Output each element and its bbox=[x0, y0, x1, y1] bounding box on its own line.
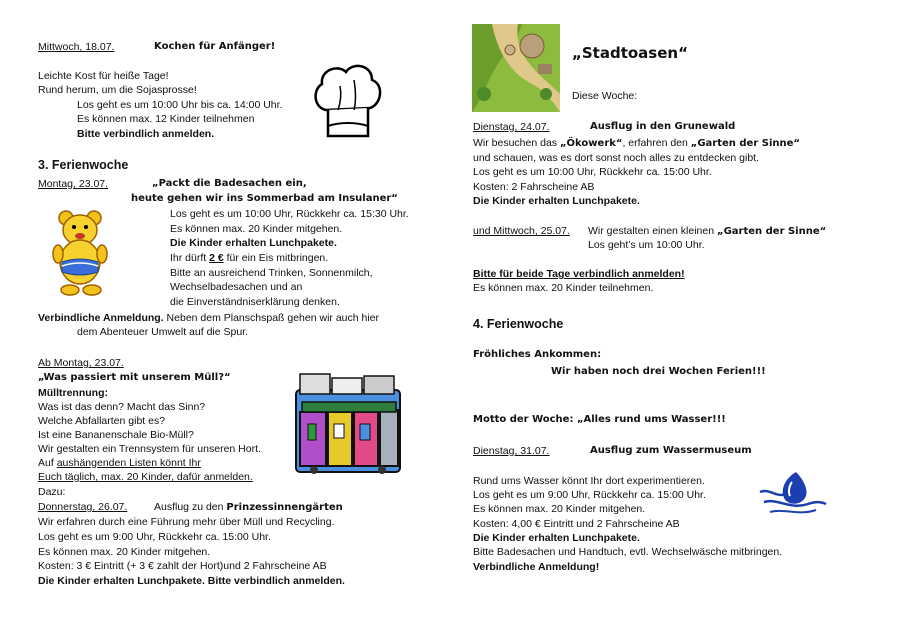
recycling-bins-icon bbox=[292, 372, 404, 476]
section-title: „Stadtoasen“ bbox=[572, 44, 688, 62]
event-date: Mittwoch, 18.07. bbox=[38, 41, 115, 53]
text-line: Verbindliche Anmeldung. Neben dem Planschspaß gehen wir auch hier bbox=[38, 312, 380, 324]
text-line: Bitte Badesachen und Handtuch, evtl. Wechselwäsche mitbringen. bbox=[473, 546, 783, 558]
text-line: Dazu: bbox=[38, 486, 66, 498]
event-title: „Packt die Badesachen ein, bbox=[152, 178, 307, 189]
water-drop-icon bbox=[756, 468, 828, 518]
text-line: Los geht’s um 10:00 Uhr. bbox=[588, 239, 705, 251]
text-line: Welche Abfallarten gibt es? bbox=[38, 415, 166, 427]
event-date: Dienstag, 31.07. bbox=[473, 445, 550, 457]
text-line: Wir gestalten einen kleinen „Garten der Sinne“ bbox=[588, 225, 827, 237]
text-line: dem Abenteuer Umwelt auf die Spur. bbox=[77, 326, 249, 338]
event-title: „Was passiert mit unserem Müll?“ bbox=[38, 372, 231, 383]
text-line: und schauen, was es dort sonst noch alles zu entdecken gibt. bbox=[473, 152, 760, 164]
text-line: Los geht es um 9:00 Uhr, Rückkehr ca. 15:00 Uhr. bbox=[473, 489, 706, 501]
text-line: Wir gestalten ein Trennsystem für unseren Hort. bbox=[38, 443, 261, 455]
text-line: Was ist das denn? Macht das Sinn? bbox=[38, 401, 206, 413]
text-line: Es können max. 20 Kinder mitgehen. bbox=[473, 503, 646, 515]
text-line: Die Kinder erhalten Lunchpakete. bbox=[473, 195, 640, 207]
event-title: Ausflug zu den Prinzessinnengärten bbox=[154, 501, 343, 513]
text-line: Es können max. 12 Kinder teilnehmen bbox=[77, 113, 255, 125]
event-date: und Mittwoch, 25.07. bbox=[473, 225, 570, 237]
event-date: Ab Montag, 23.07. bbox=[38, 357, 124, 369]
text-line: Verbindliche Anmeldung! bbox=[473, 561, 600, 573]
text-line: Los geht es um 10:00 Uhr, Rückkehr ca. 15:30 Uhr. bbox=[170, 208, 409, 220]
text-line: Ist eine Bananenschale Bio-Müll? bbox=[38, 429, 194, 441]
text-line: Kosten: 2 Fahrscheine AB bbox=[473, 181, 595, 193]
text-line: Fröhliches Ankommen: bbox=[473, 349, 602, 360]
text-line: Die Kinder erhalten Lunchpakete. Bitte verbindlich anmelden. bbox=[38, 575, 345, 587]
text-line: Los geht es um 9:00 Uhr, Rückkehr ca. 15:00 Uhr. bbox=[38, 531, 271, 543]
event-date: Donnerstag, 26.07. bbox=[38, 501, 128, 513]
bear-clipart-icon bbox=[52, 208, 110, 296]
event-date: Dienstag, 24.07. bbox=[473, 121, 550, 133]
text-line: die Einverständniserklärung denken. bbox=[170, 296, 340, 308]
week-heading: 3. Ferienwoche bbox=[38, 158, 129, 172]
event-title: Ausflug zum Wassermuseum bbox=[590, 445, 752, 456]
text-line: Die Kinder erhalten Lunchpakete. bbox=[170, 237, 337, 249]
text-line: Wechselbadesachen und an bbox=[170, 281, 303, 293]
text-line: Kosten: 4,00 € Eintritt und 2 Fahrscheine AB bbox=[473, 518, 680, 530]
event-title: Kochen für Anfänger! bbox=[154, 41, 276, 52]
text-line: Leichte Kost für heiße Tage! bbox=[38, 70, 169, 82]
text-line: Diese Woche: bbox=[572, 90, 638, 102]
text-line: Es können max. 20 Kinder mitgehen. bbox=[170, 223, 343, 235]
text-line: Es können max. 20 Kinder mitgehen. bbox=[38, 546, 211, 558]
week-heading: 4. Ferienwoche bbox=[473, 317, 564, 331]
text-line: Los geht es um 10:00 Uhr, Rückkehr ca. 15:00 Uhr. bbox=[473, 166, 712, 178]
text-line: Wir erfahren durch eine Führung mehr über Müll und Recycling. bbox=[38, 516, 335, 528]
text-line: Kosten: 3 € Eintritt (+ 3 € zahlt der Hort)und 2 Fahrscheine AB bbox=[38, 560, 327, 572]
text-line: Es können max. 20 Kinder teilnehmen. bbox=[473, 282, 654, 294]
text-line: Los geht es um 10:00 Uhr bis ca. 14:00 Uhr. bbox=[77, 99, 283, 111]
text-line: Ihr dürft 2 € für ein Eis mitbringen. bbox=[170, 252, 329, 264]
motto: Motto der Woche: „Alles rund ums Wasser!!! bbox=[473, 414, 726, 425]
text-line: Bitte verbindlich anmelden. bbox=[77, 128, 215, 140]
text-line: Wir haben noch drei Wochen Ferien!!! bbox=[551, 366, 766, 377]
chef-hat-icon bbox=[310, 60, 384, 142]
text-line: Euch täglich, max. 20 Kinder, dafür anmelden. bbox=[38, 471, 253, 483]
event-title: Ausflug in den Grunewald bbox=[590, 121, 736, 132]
text-line: Auf aushängenden Listen könnt Ihr bbox=[38, 457, 201, 469]
text-line: Bitte für beide Tage verbindlich anmelden! bbox=[473, 268, 685, 280]
text-line: Bitte an ausreichend Trinken, Sonnenmilch, bbox=[170, 267, 373, 279]
text-line: Wir besuchen das „Ökowerk“, erfahren den „Garten der Sinne“ bbox=[473, 137, 800, 149]
park-map-photo bbox=[472, 24, 560, 112]
text-line: Rund herum, um die Sojasprosse! bbox=[38, 84, 197, 96]
text-line: Die Kinder erhalten Lunchpakete. bbox=[473, 532, 640, 544]
event-title: heute gehen wir ins Sommerbad am Insulaner“ bbox=[131, 193, 398, 204]
text-line: Rund ums Wasser könnt Ihr dort experimentieren. bbox=[473, 475, 705, 487]
text-line: Mülltrennung: bbox=[38, 387, 108, 399]
event-date: Montag, 23.07. bbox=[38, 178, 109, 190]
